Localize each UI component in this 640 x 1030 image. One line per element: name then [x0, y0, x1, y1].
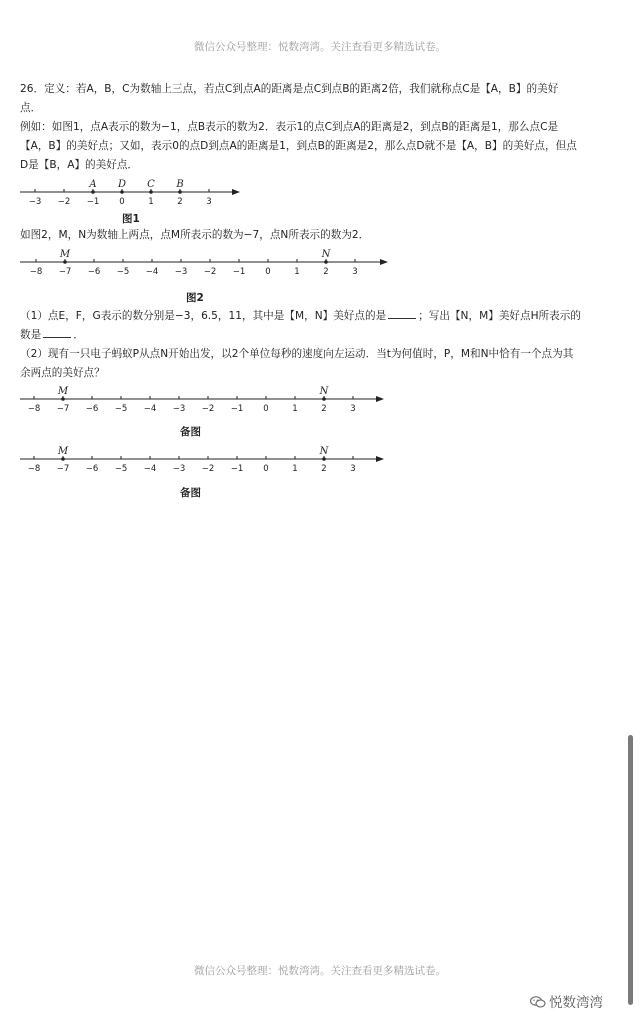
fig1-tick-label-2: −1 [86, 197, 100, 207]
spare2-tick-label-7: −1 [230, 464, 244, 474]
fig1-tick-label-0: −3 [28, 197, 42, 207]
spare2-tick-label-4: −4 [143, 464, 157, 474]
fig1-tick-label-4: 1 [148, 197, 154, 207]
spare1-axis-arrow [376, 396, 384, 402]
scrollbar-thumb[interactable] [628, 735, 633, 1005]
fig2-tick-label-6: −2 [203, 267, 217, 277]
fig1-point-a [91, 190, 95, 194]
number-line-spare-2 [0, 443, 640, 473]
spare1-point-label-n: N [319, 386, 329, 397]
spare2-tick-label-8: 0 [263, 464, 269, 474]
spare1-tick-label-0: −8 [27, 404, 41, 414]
spare1-tick-label-4: −4 [143, 404, 157, 414]
spare2-tick-label-10: 2 [321, 464, 327, 474]
fig2-tick-label-3: −5 [116, 267, 130, 277]
answer-blank-1[interactable] [388, 308, 416, 319]
spare1-tick-label-5: −3 [172, 404, 186, 414]
fig2-intro: 如图2，M，N为数轴上两点，点M所表示的数为−7，点N所表示的数为2． [20, 229, 370, 241]
fig1-point-label-b: B [176, 179, 184, 190]
spare1-point-label-m: M [57, 386, 69, 397]
q1-text-b: ；写出【N，M】美好点H所表示的 [418, 310, 581, 322]
question-2-line-1: （2）现有一只电子蚂蚁P从点N开始出发，以2个单位每秒的速度向左运动．当t为何值时，P，M和N中恰有一个点为其 [20, 348, 574, 360]
fig1-tick-label-1: −2 [57, 197, 71, 207]
question-1-line-2 [20, 326, 624, 345]
spare2-tick-label-5: −3 [172, 464, 186, 474]
problem-line-5: D是【B，A】的美好点． [20, 159, 139, 171]
spare1-tick-label-10: 2 [321, 404, 327, 414]
spare1-caption: 备图 [180, 426, 201, 438]
fig2-tick-label-1: −7 [58, 267, 72, 277]
spare2-caption: 备图 [180, 487, 201, 499]
spare2-point-m [61, 457, 65, 461]
fig2-caption: 图2 [186, 292, 204, 304]
number-line-fig1 [0, 176, 640, 206]
watermark-top: 微信公众号整理：悦数湾湾。关注查看更多精选试卷。 [194, 41, 446, 53]
fig1-tick-label-6: 3 [206, 197, 212, 207]
fig1-axis-arrow [232, 189, 240, 195]
spare1-tick-label-9: 1 [292, 404, 298, 414]
question-1-line-1 [20, 307, 624, 326]
fig2-tick-label-8: 0 [265, 267, 271, 277]
problem-line-3: 例如：如图1，点A表示的数为−1，点B表示的数为2．表示1的点C到点A的距离是2，到点B的距离是1，那么点C是 [20, 121, 559, 133]
fig2-point-n [324, 260, 328, 264]
brand-logo [530, 991, 603, 1011]
fig2-point-m [63, 260, 67, 264]
problem-line-2: 点． [20, 102, 42, 114]
fig1-tick-label-3: 0 [119, 197, 125, 207]
spare2-point-n [322, 457, 326, 461]
spare2-point-label-m: M [57, 446, 69, 457]
answer-blank-2[interactable] [43, 327, 71, 338]
question-2-line-2: 余两点的美好点？ [20, 367, 105, 379]
spare2-tick-label-6: −2 [201, 464, 215, 474]
spare2-tick-label-9: 1 [292, 464, 298, 474]
fig1-point-label-a: A [89, 179, 97, 190]
watermark-bottom: 微信公众号整理：悦数湾湾。关注查看更多精选试卷。 [194, 965, 446, 977]
fig2-tick-label-0: −8 [29, 267, 43, 277]
spare1-tick-label-11: 3 [350, 404, 356, 414]
number-line-spare-1 [0, 383, 640, 413]
spare2-tick-label-1: −7 [56, 464, 70, 474]
spare2-point-label-n: N [319, 446, 329, 457]
spare2-axis-arrow [376, 456, 384, 462]
fig1-caption: 图1 [122, 213, 140, 225]
fig1-point-d [120, 190, 124, 194]
fig1-point-c [149, 190, 153, 194]
fig2-tick-label-11: 3 [352, 267, 358, 277]
spare1-point-n [322, 397, 326, 401]
spare1-tick-label-6: −2 [201, 404, 215, 414]
fig2-tick-label-10: 2 [323, 267, 329, 277]
spare1-tick-label-7: −1 [230, 404, 244, 414]
problem-line-1: 26．定义：若A，B，C为数轴上三点，若点C到点A的距离是点C到点B的距离2倍，我们就称点C是【A，B】的美好 [20, 83, 559, 95]
q1-text-c: 数是 [20, 329, 42, 341]
fig1-point-label-d: D [117, 179, 127, 190]
problem-line-4: 【A，B】的美好点；又如，表示0的点D到点A的距离是1，到点B的距离是2，那么点D就不是【A，B】的美好点，但点 [20, 140, 577, 152]
spare2-tick-label-0: −8 [27, 464, 41, 474]
fig1-point-b [178, 190, 182, 194]
fig2-tick-label-7: −1 [232, 267, 246, 277]
fig1-tick-label-5: 2 [177, 197, 183, 207]
number-line-fig2 [0, 246, 640, 276]
q1-text-d: ． [73, 329, 84, 341]
fig2-axis-arrow [380, 259, 388, 265]
spare1-tick-label-3: −5 [114, 404, 128, 414]
spare2-tick-label-2: −6 [85, 464, 99, 474]
fig2-tick-label-5: −3 [174, 267, 188, 277]
spare1-tick-label-2: −6 [85, 404, 99, 414]
fig2-tick-label-4: −4 [145, 267, 159, 277]
fig2-point-label-n: N [321, 249, 331, 260]
fig2-point-label-m: M [59, 249, 71, 260]
fig2-tick-label-9: 1 [294, 267, 300, 277]
brand-label: 悦数湾湾 [549, 995, 603, 1011]
fig2-tick-label-2: −6 [87, 267, 101, 277]
wechat-icon [530, 995, 546, 1011]
spare1-tick-label-1: −7 [56, 404, 70, 414]
spare1-tick-label-8: 0 [263, 404, 269, 414]
spare1-point-m [61, 397, 65, 401]
q1-text-a: （1）点E，F，G表示的数分别是−3，6.5，11，其中是【M，N】美好点的是 [20, 310, 387, 322]
spare2-tick-label-11: 3 [350, 464, 356, 474]
spare2-tick-label-3: −5 [114, 464, 128, 474]
fig1-point-label-c: C [147, 179, 155, 190]
